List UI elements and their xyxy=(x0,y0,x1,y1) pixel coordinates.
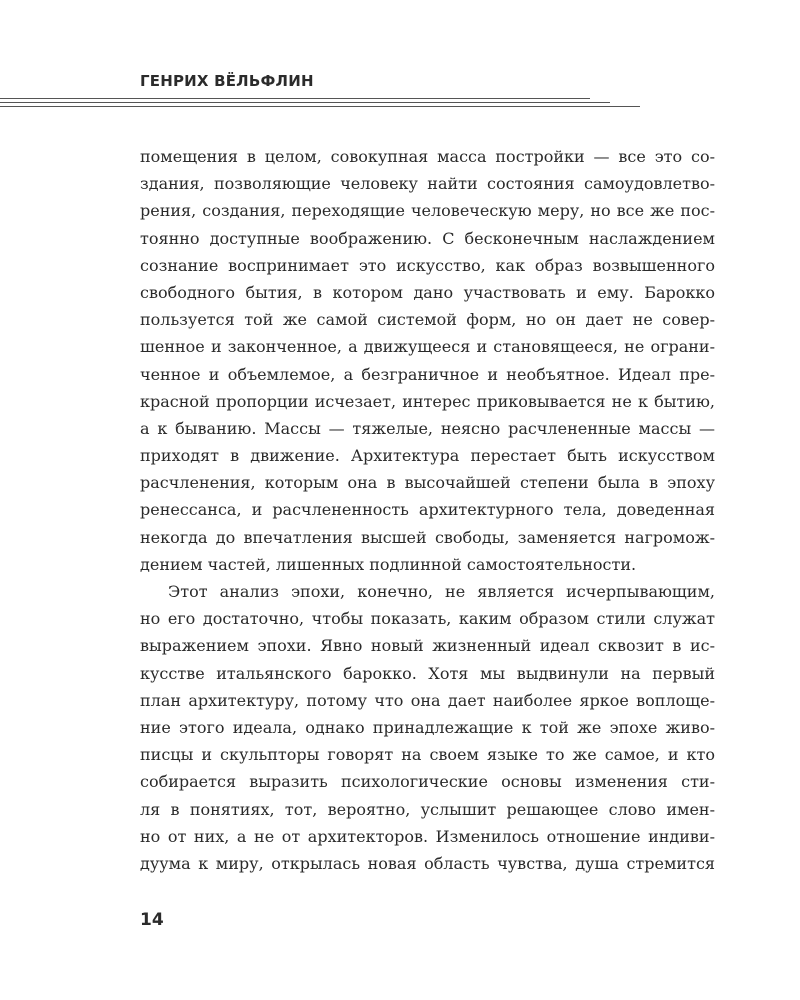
text-line: ние этого идеала, однако принадлежащие к той же эпохе живо- xyxy=(140,717,715,737)
text-line: ля в понятиях, тот, вероятно, услышит решающее слово имен- xyxy=(140,799,715,819)
text-line: сознание воспринимает это искусство, как образ возвышенного xyxy=(140,255,715,275)
text-line: расчленения, которым она в высочайшей степени была в эпоху xyxy=(140,473,715,493)
page-number: 14 xyxy=(140,910,164,930)
text-line: пользуется той же самой системой форм, но он дает не совер- xyxy=(140,310,715,330)
paragraph-2 xyxy=(140,578,715,877)
text-line: ренессанса, и расчлененность архитектурного тела, доведенная xyxy=(140,500,715,520)
text-line: план архитектуру, потому что она дает наиболее яркое воплоще- xyxy=(140,690,715,710)
running-head-author: ГЕНРИХ ВЁЛЬФЛИН xyxy=(140,72,314,90)
text-line: Этот анализ эпохи, конечно, не является исчерпывающим, xyxy=(168,582,715,601)
header-rule-bottom xyxy=(0,106,640,107)
text-line: шенное и законченное, а движущееся и становящееся, не ограни- xyxy=(140,337,715,357)
page-body-text xyxy=(140,143,715,877)
header-rule-top xyxy=(0,98,590,99)
text-line: дуума к миру, открылась новая область чувства, душа стремится xyxy=(140,853,715,873)
text-line: ченное и объемлемое, а безграничное и необъятное. Идеал пре- xyxy=(140,364,715,384)
text-line: приходят в движение. Архитектура перестает быть искусством xyxy=(140,446,715,466)
text-line: кусстве итальянского барокко. Хотя мы выдвинули на первый xyxy=(140,663,715,683)
text-line: но от них, а не от архитекторов. Изменилось отношение индиви- xyxy=(140,826,715,846)
text-line: тоянно доступные воображению. С бесконечным наслаждением xyxy=(140,228,715,248)
header-rule-middle xyxy=(0,102,610,103)
text-line: красной пропорции исчезает, интерес приковывается не к бытию, xyxy=(140,391,715,411)
text-line: писцы и скульпторы говорят на своем языке то же самое, и кто xyxy=(140,745,715,765)
text-line: некогда до впечатления высшей свободы, заменяется нагромож- xyxy=(140,527,715,547)
text-line: рения, создания, переходящие человеческую меру, но все же пос- xyxy=(140,201,715,221)
text-line: собирается выразить психологические основы изменения сти- xyxy=(140,772,715,792)
text-line: здания, позволяющие человеку найти состояния самоудовлетво- xyxy=(140,174,715,194)
text-line: выражением эпохи. Явно новый жизненный идеал сквозит в ис- xyxy=(140,636,715,656)
text-line: свободного бытия, в котором дано участвовать и ему. Барокко xyxy=(140,282,715,302)
text-line: помещения в целом, совокупная масса постройки — все это со- xyxy=(140,147,715,166)
paragraph-1 xyxy=(140,143,715,578)
text-line: а к быванию. Массы — тяжелые, неясно расчлененные массы — xyxy=(140,418,715,438)
text-line: но его достаточно, чтобы показать, каким образом стили служат xyxy=(140,609,715,629)
text-line: дением частей, лишенных подлинной самостоятельности. xyxy=(140,554,637,574)
